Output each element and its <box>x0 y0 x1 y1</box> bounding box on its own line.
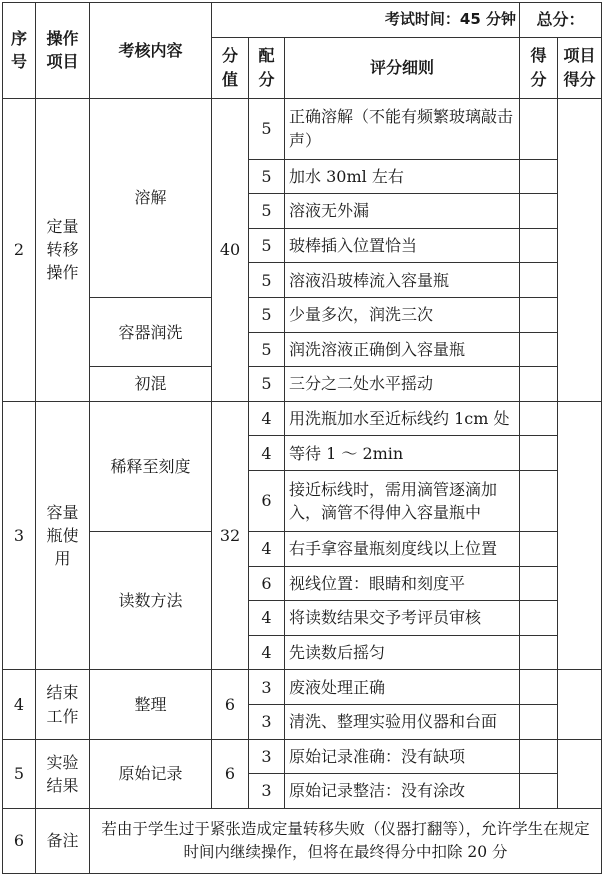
table-row <box>3 298 602 333</box>
section-name: 容量瓶使用 <box>36 401 90 670</box>
remark-label: 备注 <box>36 808 90 873</box>
criteria-text: 少量多次，润洗三次 <box>285 298 520 333</box>
exam-content-cell: 稀释至刻度 <box>90 401 212 531</box>
header-op-item: 操作项目 <box>36 3 90 99</box>
alloc-points: 5 <box>249 159 285 194</box>
exam-content-cell: 原始记录 <box>90 739 212 808</box>
remark-row <box>3 808 602 873</box>
criteria-text: 三分之二处水平摇动 <box>285 367 520 402</box>
alloc-points: 6 <box>249 471 285 532</box>
section-score-value: 6 <box>212 670 249 739</box>
table-row <box>3 532 602 567</box>
alloc-points: 4 <box>249 601 285 636</box>
alloc-points: 3 <box>249 705 285 740</box>
table-row <box>3 739 602 774</box>
item-score-cell[interactable] <box>558 739 602 808</box>
exam-content-cell: 容器润洗 <box>90 298 212 367</box>
criteria-text: 原始记录整洁：没有涂改 <box>285 774 520 809</box>
alloc-points: 5 <box>249 228 285 263</box>
header-alloc: 配分 <box>249 37 285 98</box>
alloc-points: 6 <box>249 566 285 601</box>
score-input-cell[interactable] <box>520 228 558 263</box>
section-name: 结束工作 <box>36 670 90 739</box>
score-input-cell[interactable] <box>520 705 558 740</box>
criteria-text: 原始记录准确：没有缺项 <box>285 739 520 774</box>
section-score-value: 40 <box>212 98 249 401</box>
alloc-points: 5 <box>249 298 285 333</box>
score-input-cell[interactable] <box>520 532 558 567</box>
scoring-table <box>2 2 602 874</box>
criteria-text: 视线位置：眼睛和刻度平 <box>285 566 520 601</box>
score-input-cell[interactable] <box>520 98 558 159</box>
table-row <box>3 670 602 705</box>
exam-content-cell: 读数方法 <box>90 532 212 670</box>
score-input-cell[interactable] <box>520 471 558 532</box>
table-row <box>3 98 602 159</box>
section-name: 实验结果 <box>36 739 90 808</box>
score-input-cell[interactable] <box>520 263 558 298</box>
criteria-text: 等待 1 ～ 2min <box>285 436 520 471</box>
section-name: 定量转移操作 <box>36 98 90 401</box>
section-seq: 5 <box>3 739 36 808</box>
header-got: 得分 <box>520 37 558 98</box>
alloc-points: 4 <box>249 401 285 436</box>
exam-content-cell: 初混 <box>90 367 212 402</box>
alloc-points: 3 <box>249 739 285 774</box>
header-score-value: 分值 <box>212 37 249 98</box>
alloc-points: 3 <box>249 670 285 705</box>
score-input-cell[interactable] <box>520 298 558 333</box>
alloc-points: 5 <box>249 263 285 298</box>
exam-content-cell: 溶解 <box>90 98 212 297</box>
alloc-points: 3 <box>249 774 285 809</box>
score-input-cell[interactable] <box>520 635 558 670</box>
section-score-value: 32 <box>212 401 249 670</box>
table-row <box>3 401 602 436</box>
criteria-text: 加水 30ml 左右 <box>285 159 520 194</box>
alloc-points: 4 <box>249 532 285 567</box>
score-input-cell[interactable] <box>520 566 558 601</box>
criteria-text: 溶液沿玻棒流入容量瓶 <box>285 263 520 298</box>
score-input-cell[interactable] <box>520 601 558 636</box>
section-seq: 3 <box>3 401 36 670</box>
score-input-cell[interactable] <box>520 401 558 436</box>
header-seq: 序号 <box>3 3 36 99</box>
item-score-cell[interactable] <box>558 401 602 670</box>
score-input-cell[interactable] <box>520 774 558 809</box>
table-row <box>3 367 602 402</box>
header-criteria: 评分细则 <box>285 37 520 98</box>
header-exam-content: 考核内容 <box>90 3 212 99</box>
score-input-cell[interactable] <box>520 159 558 194</box>
criteria-text: 溶液无外漏 <box>285 194 520 229</box>
criteria-text: 玻棒插入位置恰当 <box>285 228 520 263</box>
header-item-score: 项目得分 <box>558 37 602 98</box>
header-total: 总分： <box>520 3 602 38</box>
score-input-cell[interactable] <box>520 332 558 367</box>
item-score-cell[interactable] <box>558 98 602 401</box>
criteria-text: 接近标线时，需用滴管逐滴加入，滴管不得伸入容量瓶中 <box>285 471 520 532</box>
alloc-points: 4 <box>249 436 285 471</box>
section-seq: 2 <box>3 98 36 401</box>
score-input-cell[interactable] <box>520 194 558 229</box>
criteria-text: 将读数结果交予考评员审核 <box>285 601 520 636</box>
score-input-cell[interactable] <box>520 436 558 471</box>
remark-text: 若由于学生过于紧张造成定量转移失败（仪器打翻等），允许学生在规定时间内继续操作，但将在最终得分中扣除 20 分 <box>90 808 602 873</box>
header-exam-time: 考试时间：45 分钟 <box>212 3 520 38</box>
alloc-points: 5 <box>249 367 285 402</box>
remark-seq: 6 <box>3 808 36 873</box>
criteria-text: 清洗、整理实验用仪器和台面 <box>285 705 520 740</box>
alloc-points: 5 <box>249 332 285 367</box>
alloc-points: 5 <box>249 98 285 159</box>
alloc-points: 5 <box>249 194 285 229</box>
section-score-value: 6 <box>212 739 249 808</box>
criteria-text: 废液处理正确 <box>285 670 520 705</box>
item-score-cell[interactable] <box>558 670 602 739</box>
alloc-points: 4 <box>249 635 285 670</box>
exam-content-cell: 整理 <box>90 670 212 739</box>
section-seq: 4 <box>3 670 36 739</box>
criteria-text: 右手拿容量瓶刻度线以上位置 <box>285 532 520 567</box>
criteria-text: 先读数后摇匀 <box>285 635 520 670</box>
criteria-text: 正确溶解（不能有频繁玻璃敲击声） <box>285 98 520 159</box>
score-input-cell[interactable] <box>520 670 558 705</box>
criteria-text: 润洗溶液正确倒入容量瓶 <box>285 332 520 367</box>
score-input-cell[interactable] <box>520 367 558 402</box>
score-input-cell[interactable] <box>520 739 558 774</box>
criteria-text: 用洗瓶加水至近标线约 1cm 处 <box>285 401 520 436</box>
